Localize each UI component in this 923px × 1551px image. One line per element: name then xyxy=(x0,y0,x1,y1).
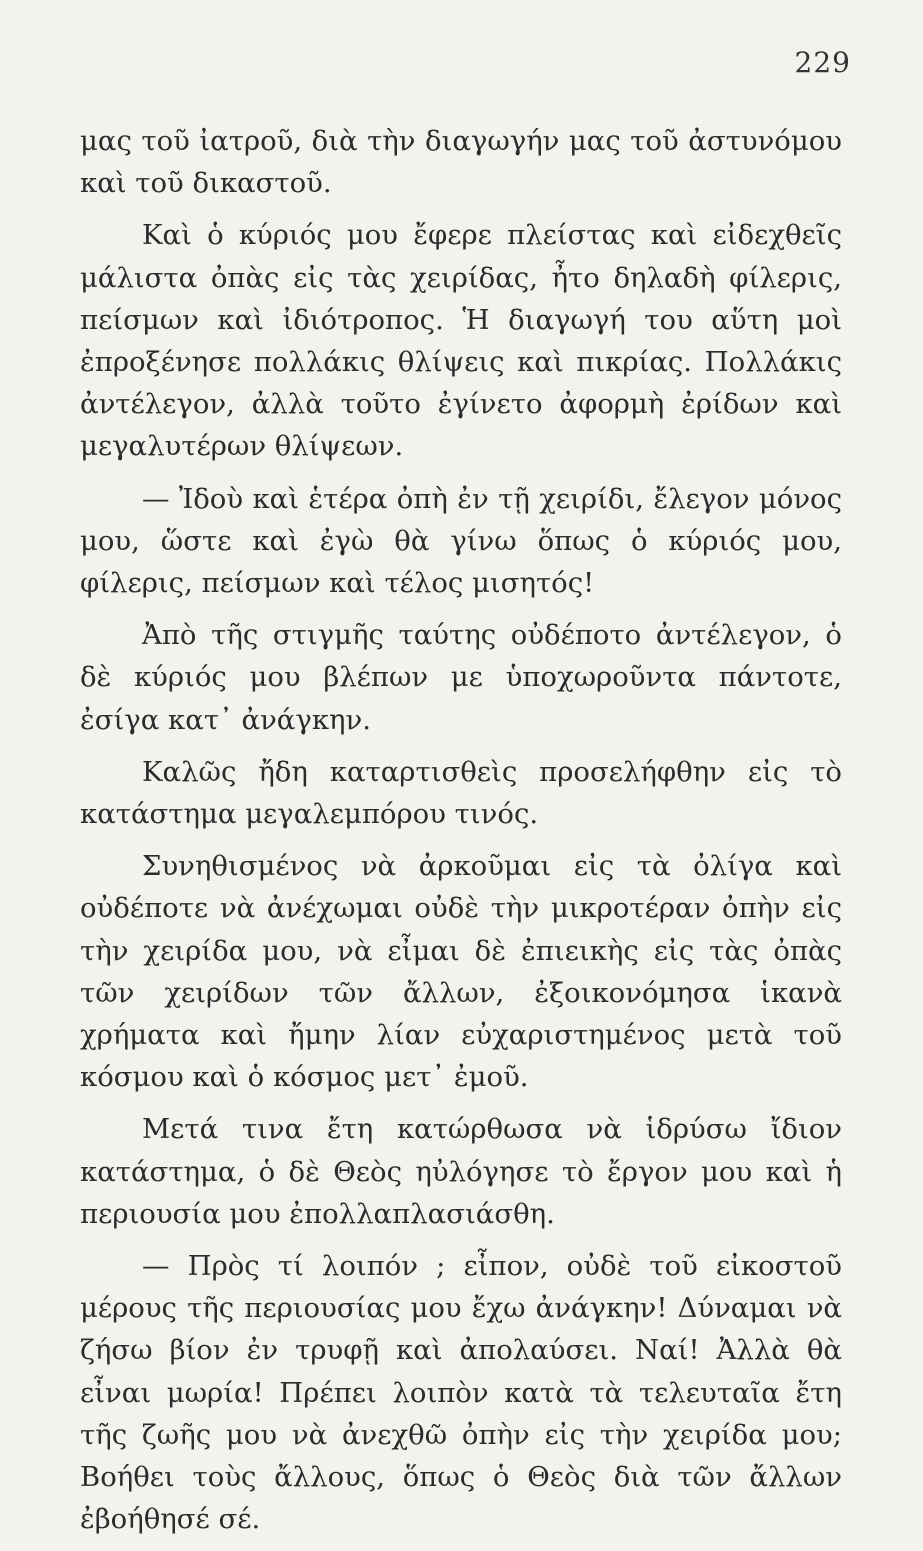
paragraph-continuation: μας τοῦ ἰατροῦ, διὰ τὴν διαγωγήν μας τοῦ ἀστυνόμου καὶ τοῦ δικαστοῦ. xyxy=(80,125,842,200)
paragraph-dialogue: — Πρὸς τί λοιπόν ; εἶπον, οὐδὲ τοῦ εἰκοστοῦ μέρους τῆς περιουσίας μου ἔχω ἀνάγκην! Δύναμαι νὰ ζήσω βίον ἐν τρυφῇ καὶ ἀπολαύσει. Ναί! Ἀλλὰ θὰ εἶναι μωρία! Πρέπει λοιπὸν κατὰ τὰ τελευταῖα ἔτη τῆς ζωῆς μου νὰ ἀνεχθῶ ὀπὴν εἰς τὴν χειρίδα μου; Βοήθει τοὺς ἄλλους, ὅπως ὁ Θεὸς διὰ τῶν ἄλλων ἐβοήθησέ σέ. xyxy=(80,1250,842,1536)
paragraph: Καὶ ὁ κύριός μου ἔφερε πλείστας καὶ εἰδεχθεῖς μάλιστα ὀπὰς εἰς τὰς χειρίδας, ἦτο δηλαδὴ φίλερις, πείσμων καὶ ἰδιότροπος. Ἡ διαγωγή του αὕτη μοὶ ἐπροξένησε πολλάκις θλίψεις καὶ πικρίας. Πολλάκις ἀντέλεγον, ἀλλὰ τοῦτο ἐγίνετο ἀφορμὴ ἐρίδων καὶ μεγαλυτέρων θλίψεων. xyxy=(80,219,842,463)
paragraph: Συνηθισμένος νὰ ἀρκοῦμαι εἰς τὰ ὀλίγα καὶ οὐδέποτε νὰ ἀνέχωμαι οὐδὲ τὴν μικροτέραν ὀπὴν εἰς τὴν χειρίδα μου, νὰ εἶμαι δὲ ἐπιεικὴς εἰς τὰς ὀπὰς τῶν χειρίδων τῶν ἄλλων, ἐξοικονόμησα ἱκανὰ χρήματα καὶ ἤμην λίαν εὐχαριστημένος μετὰ τοῦ κόσμου καὶ ὁ κόσμος μετ᾽ ἐμοῦ. xyxy=(80,850,842,1094)
page-number: 229 xyxy=(794,46,851,79)
body-text xyxy=(80,120,842,1551)
paragraph: Μετά τινα ἔτη κατώρθωσα νὰ ἱδρύσω ἴδιον κατάστημα, ὁ δὲ Θεὸς ηὐλόγησε τὸ ἔργον μου καὶ ἡ περιουσία μου ἐπολλαπλασιάσθη. xyxy=(80,1113,842,1230)
paragraph: Ἀπὸ τῆς στιγμῆς ταύτης οὐδέποτο ἀντέλεγον, ὁ δὲ κύριός μου βλέπων με ὑποχωροῦντα πάντοτε, ἐσίγα κατ᾽ ἀνάγκην. xyxy=(80,619,842,736)
paragraph-dialogue: — Ἰδοὺ καὶ ἑτέρα ὀπὴ ἐν τῇ χειρίδι, ἔλεγον μόνος μου, ὥστε καὶ ἐγὼ θὰ γίνω ὅπως ὁ κύριός μου, φίλερις, πείσμων καὶ τέλος μισητός! xyxy=(80,482,842,600)
paragraph: Καλῶς ἤδη καταρτισθεὶς προσελήφθην εἰς τὸ κατάστημα μεγαλεμπόρου τινός. xyxy=(80,755,842,831)
